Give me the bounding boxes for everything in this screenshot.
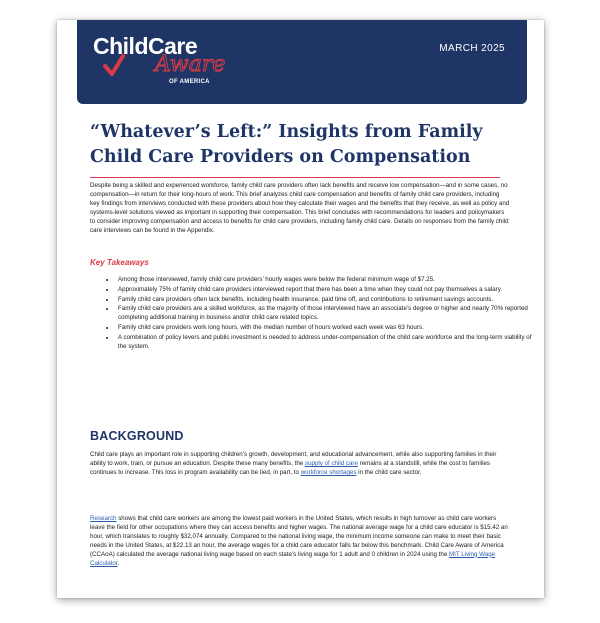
header-banner <box>77 20 527 104</box>
takeaway-item: • Family child care providers often lack benefits, including health insurance, paid time off, and contributions to retirement savings accounts. <box>116 296 536 305</box>
key-takeaways-list <box>90 276 536 352</box>
takeaway-item: • Family child care providers work long hours, with the median number of hours worked each week was 63 hours. <box>116 324 536 333</box>
checkmark-icon <box>103 53 125 77</box>
logo-of-america-text: OF AMERICA <box>169 79 210 85</box>
publication-date: MARCH 2025 <box>439 43 505 54</box>
background-p2-text-a: shows that child care workers are among the lowest paid workers in the United States, which results in high turnover as child care workers leave the field for other occupations where they can access benefits and higher wages. The national average wage for a child care educator is $15.42 an hour, which translates to roughly $32,074 annually. Compared to the national living wage, the minimum income someone can make to meet their basic needs in the United States, at $22.13 an hour, the average wages for a child care educator falls far below this benchmark. Child Care Aware of America (CCAoA) calculated the average national living wage based on each state’s living wage for 1 adult and 0 children in 2024 using the <box>90 515 508 558</box>
background-p2-text-b: . <box>117 559 120 567</box>
supply-of-child-care-link[interactable]: supply of child care <box>304 459 358 467</box>
background-paragraph-2 <box>90 515 510 568</box>
research-link[interactable]: Research <box>90 515 117 522</box>
takeaway-item: • Among those interviewed, family child care providers’ hourly wages were below the federal minimum wage of $7.25. <box>116 276 536 285</box>
title-divider <box>90 177 500 178</box>
logo-aware-text: Aware <box>155 52 226 77</box>
background-paragraph-1 <box>90 451 510 478</box>
document-title: “Whatever’s Left:” Insights from Family Child Care Providers on Compensation <box>90 122 483 167</box>
mit-living-wage-calculator-link[interactable]: MIT Living Wage Calculator <box>90 550 496 567</box>
background-p1-text-b: remains at a standstill, while the cost to families continues to increase. This loss in program availability can be tied, in part, to <box>90 459 490 476</box>
takeaway-item: • A combination of policy levers and public investment is needed to address under-compensation of the child care workforce and the long-term viability of the system. <box>116 334 536 352</box>
logo-childcare-text: ChildCare <box>93 33 198 59</box>
takeaway-item: • Family child care providers are a skilled workforce, as the majority of those interviewed have an associate’s degree or higher and nearly 70% reported completing additional training in business and/or child care related topics. <box>116 305 536 323</box>
background-p1-text-c: in the child care sector. <box>356 468 422 476</box>
intro-paragraph: Despite being a skilled and experienced workforce, family child care providers often lack benefits and receive low compensation—and in some cases, no compensation—in return for their long-hours of work. This brief analyzes child care compensation and benefits of family child care providers, including key findings from interviews conducted with these providers about how they calculate their wages and the benefits that they receive, as well as policy and systems-level solutions viewed as important in supporting their compensation. This brief concludes with recommendations for leaders and policymakers to consider improving compensation and access to benefits for child care providers, including family child care. Details on responses from the family child care interviews can be found in the Appendix. <box>90 182 510 234</box>
background-heading: BACKGROUND <box>90 429 184 443</box>
background-p1-text-a: Child care plays an important role in supporting children’s growth, development, and educational advancement, while also supporting families in their ability to work, train, or pursue an education. Despite these many benefits, the <box>90 451 497 467</box>
takeaway-item: • Approximately 75% of family child care providers interviewed report that there has been a time when they could not pay themselves a salary. <box>116 286 536 295</box>
key-takeaways-heading: Key Takeaways <box>90 258 149 267</box>
workforce-shortages-link[interactable]: workforce shortages <box>300 468 357 476</box>
childcare-aware-logo <box>93 33 233 95</box>
document-page <box>57 20 544 598</box>
